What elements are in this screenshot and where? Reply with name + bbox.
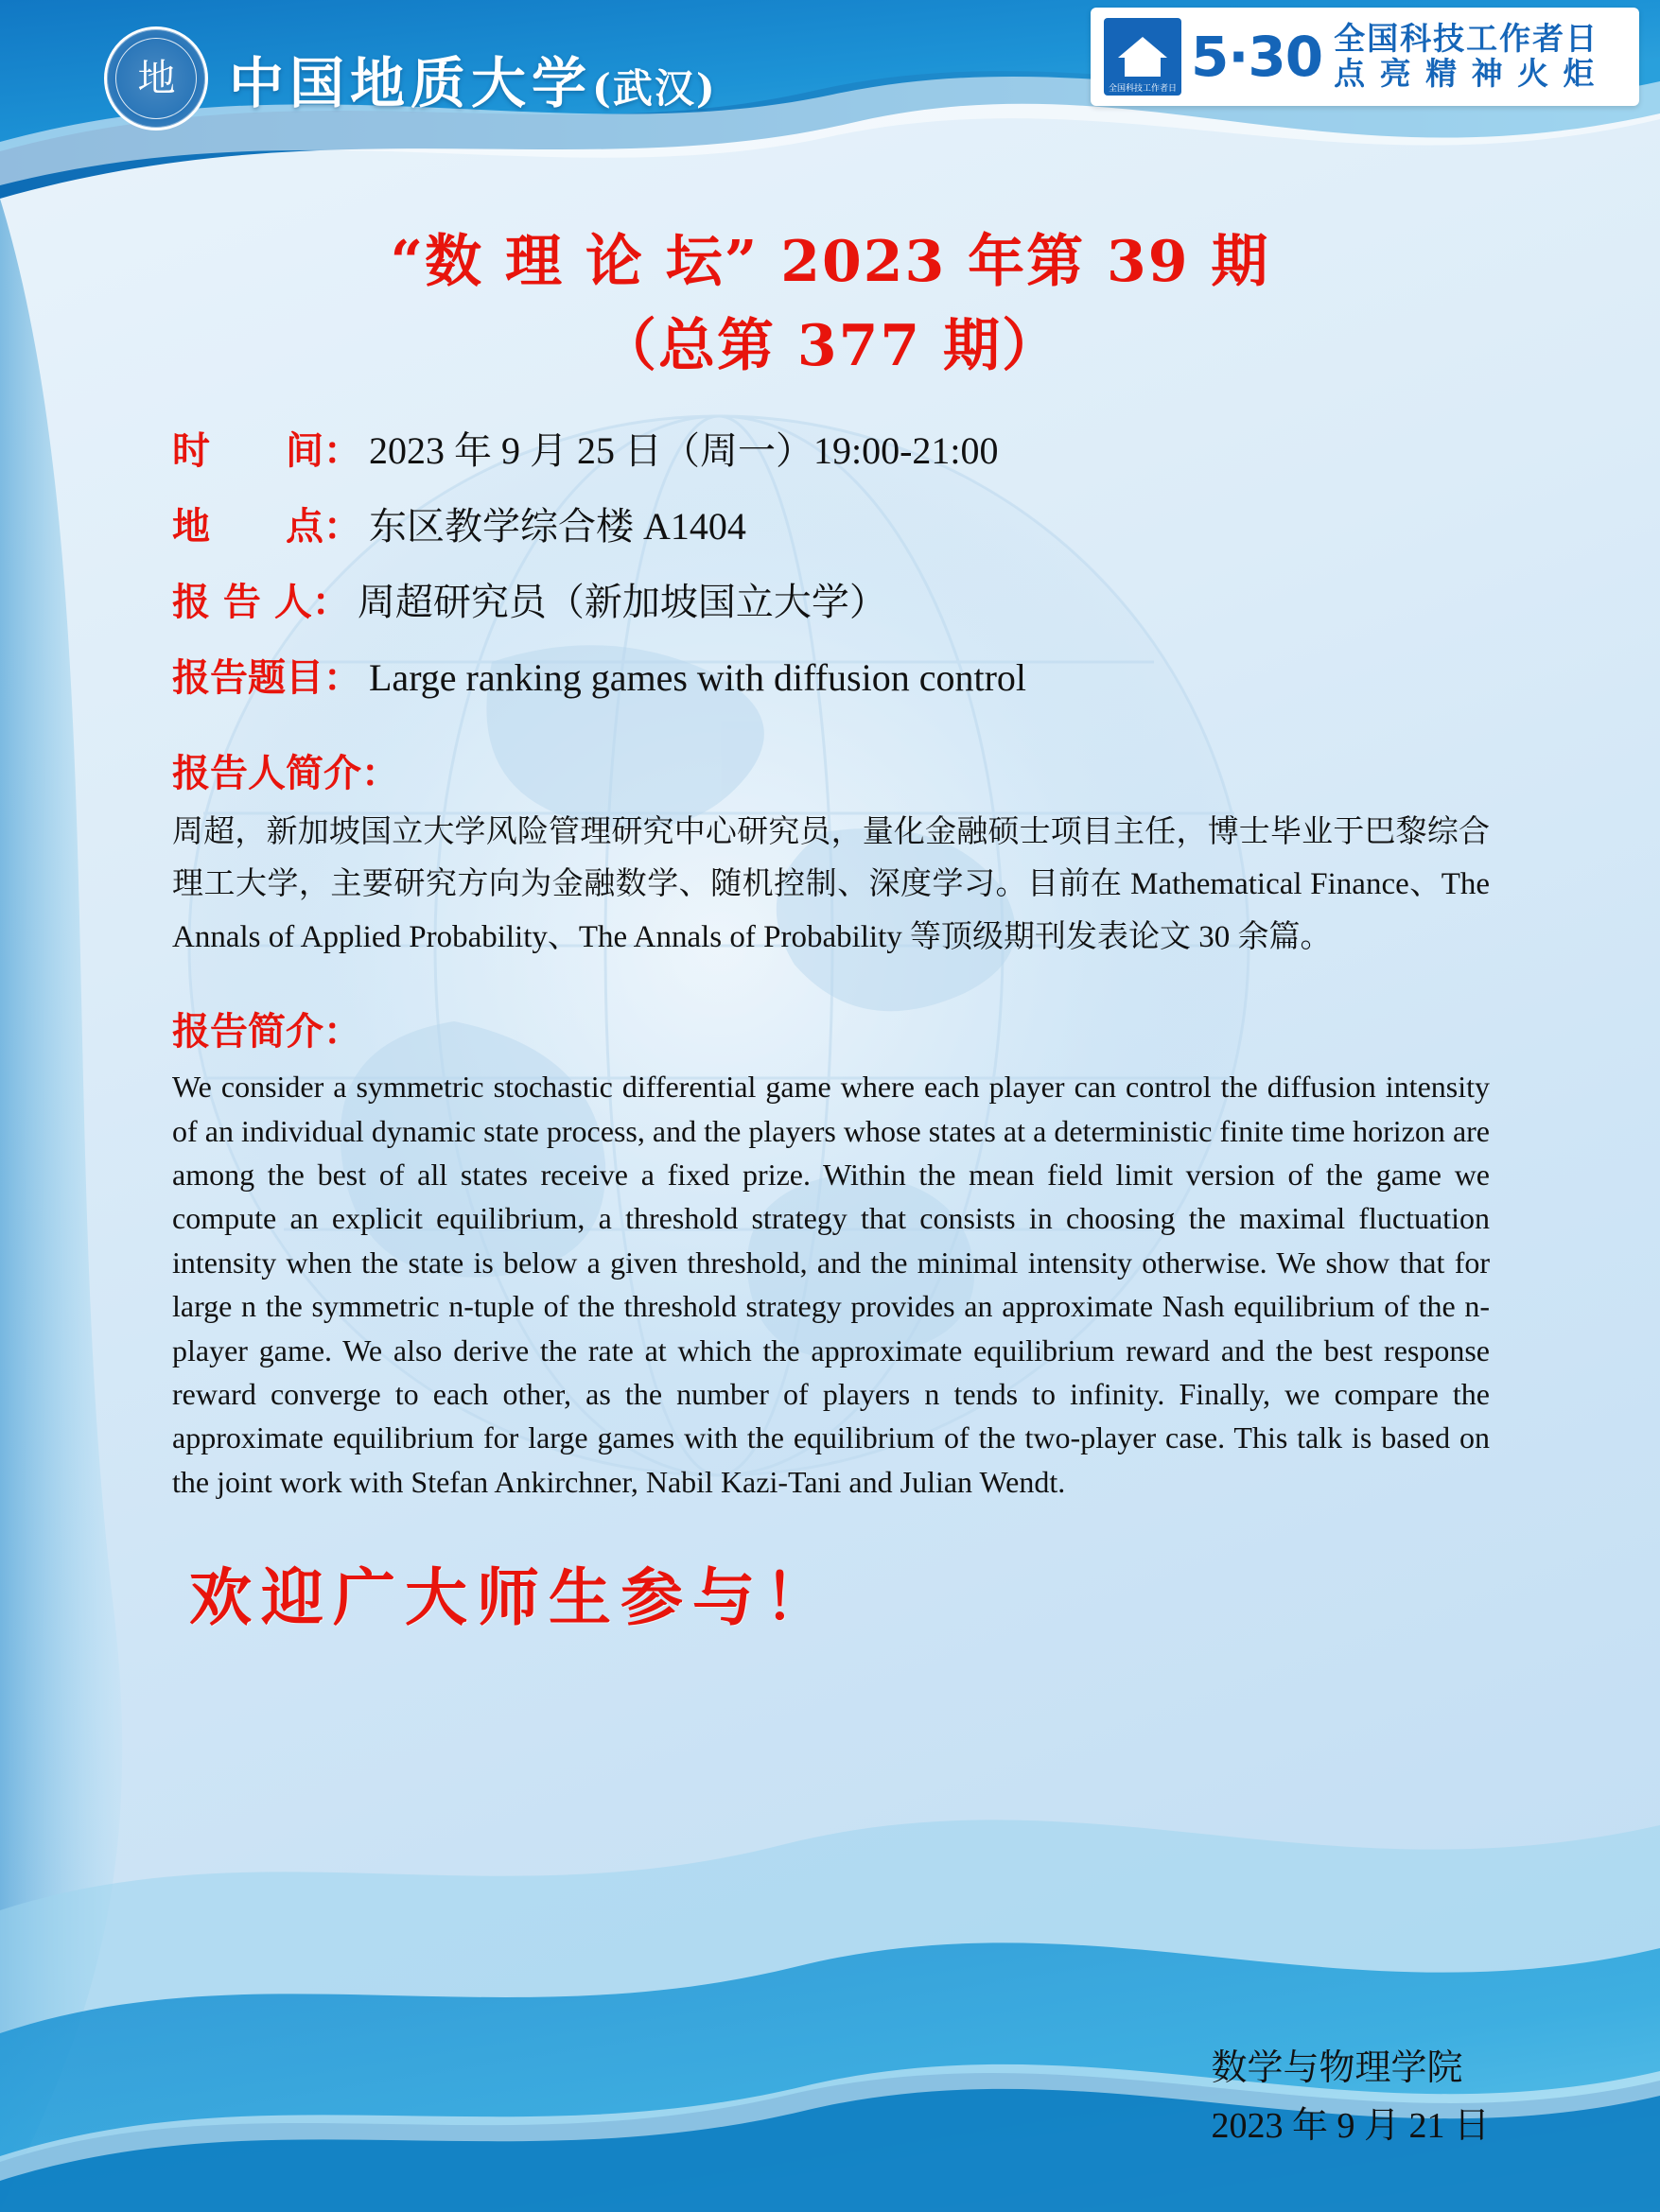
info-label-topic: 报告题目： — [172, 655, 361, 700]
info-label-location: 地 点： — [172, 504, 361, 549]
event-info-list — [172, 424, 1515, 705]
university-logo — [104, 26, 717, 131]
info-value-speaker: 周超研究员（新加坡国立大学） — [357, 581, 887, 623]
info-row-topic — [172, 651, 1515, 705]
page-title-line-1: “数 理 论 坛” 2023 年第 39 期 — [390, 229, 1270, 295]
badge-house-icon — [1104, 18, 1181, 96]
signature-block — [1211, 2040, 1490, 2155]
badge-number: 5·30 — [1191, 25, 1323, 89]
welcome-slogan: 欢迎广大师生参与！ — [189, 1560, 836, 1635]
university-name-suffix: (武汉) — [592, 65, 717, 112]
badge-line-1: 全国科技工作者日 — [1334, 20, 1599, 58]
speaker-bio-text: 周超，新加坡国立大学风险管理研究中心研究员，量化金融硕士项目主任，博士毕业于巴黎综合理工大学，主要研究方向为金融数学、随机控制、深度学习。目前在 Mathematical Finance、The Annals of Applied Probability、The Annals of Probability 等顶级期刊发表论文 30 余篇。 — [172, 815, 1490, 954]
poster-header — [0, 0, 1660, 189]
info-value-location: 东区教学综合楼 A1404 — [369, 505, 746, 548]
badge-text-block — [1334, 22, 1599, 92]
science-workers-day-badge — [1091, 8, 1639, 106]
university-name — [229, 39, 717, 118]
house-roof-shape — [1118, 37, 1167, 58]
seal-mark-label: 地 — [137, 57, 175, 99]
signature-organization: 数学与物理学院 — [1211, 2048, 1463, 2089]
badge-line-2: 点 亮 精 神 火 炬 — [1334, 55, 1597, 92]
house-body-shape — [1125, 58, 1161, 77]
abstract-heading: 报告简介： — [172, 1009, 361, 1054]
info-label-time: 时 间： — [172, 428, 361, 473]
university-name-text: 中国地质大学 — [229, 51, 593, 115]
abstract-text: We consider a symmetric stochastic differential game where each player can control the diffusion intensity of an individual dynamic state process, and the players whose states at a deterministic finite time horizon are among the best of all states receive a fixed prize. Within the mean field limit version of the game we compute an explicit equilibrium, a threshold strategy that consists in choosing the maximal fluctuation intensity when the state is below a given threshold, and the minimal intensity otherwise. We show that for large n the symmetric n-tuple of the threshold strategy provides an approximate Nash equilibrium of the n-player game. We also derive the rate at which the approximate equilibrium reward and the best response reward converge to each other, as the number of players n tends to infinity. Finally, we compare the approximate equilibrium for large games with the equilibrium of the two-player case. This talk is based on the joint work with Stefan Ankirchner, Nabil Kazi-Tani and Julian Wendt. — [172, 1070, 1490, 1499]
page-title-line-2: （总第 377 期） — [599, 313, 1061, 379]
info-row-time — [172, 424, 1515, 479]
speaker-bio-heading: 报告人简介： — [172, 751, 399, 795]
badge-icon-caption: 全国科技工作者日 — [1108, 84, 1177, 94]
info-value-time: 2023 年 9 月 25 日（周一）19:00-21:00 — [369, 429, 999, 472]
poster-content — [0, 199, 1660, 1637]
info-label-speaker: 报 告 人： — [172, 580, 350, 624]
signature-date: 2023 年 9 月 21 日 — [1211, 2106, 1490, 2147]
info-row-speaker — [172, 575, 1515, 630]
university-seal-icon — [104, 26, 208, 131]
info-row-location — [172, 499, 1515, 554]
info-value-topic: Large ranking games with diffusion control — [369, 656, 1027, 699]
